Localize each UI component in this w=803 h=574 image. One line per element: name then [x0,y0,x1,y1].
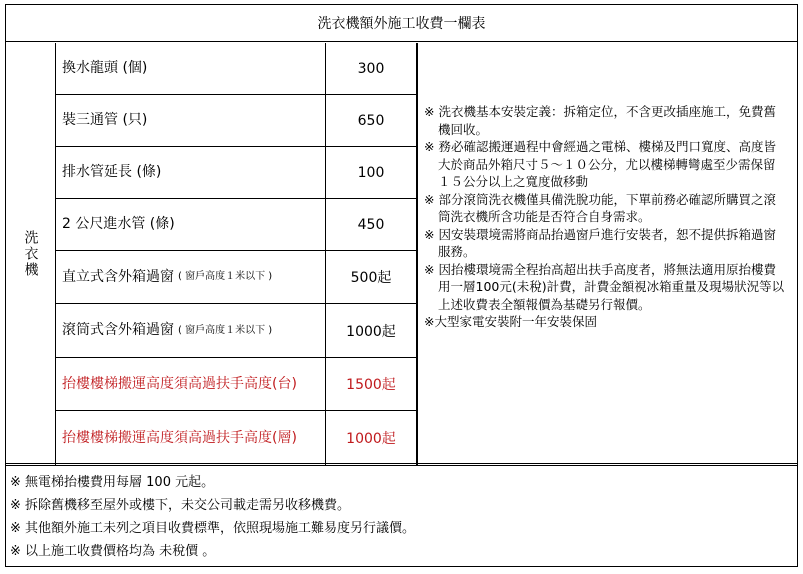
footer-divider [6,463,797,464]
footer-line: ※ 以上施工收費價格均為 未稅價 。 [10,544,216,559]
category-label: 洗衣機 [22,230,39,278]
notes-panel [417,43,797,465]
footer-line: ※ 無電梯抬樓費用每層 100 元起。 [10,475,215,490]
note-line: ※大型家電安裝附一年安裝保固 [424,314,597,329]
note-line: ※ 洗衣機基本安裝定義：拆箱定位，不含更改插座施工，免費舊機回收。 [424,104,776,137]
item-note: ( 窗戶高度１米以下 ) [178,271,273,283]
fee-table [5,4,798,567]
note-line: ※ 部分滾筒洗衣機僅具備洗脫功能，下單前務必確認所購買之滾筒洗衣機所含功能是否符合自身需求。 [424,191,776,224]
item-price: 500起 [326,251,417,304]
footer-line: ※ 拆除舊機移至屋外或樓下，未交公司載走需另收移機費。 [10,498,351,513]
item-price-highlight: 1500起 [326,358,417,411]
item-price: 650 [326,95,417,147]
footer-line: ※ 其他額外施工未列之項目收費標準，依照現場施工難易度另行議價。 [10,521,416,536]
item-name: 排水管延長 (條) [56,147,326,199]
item-name-highlight: 抬樓樓梯搬運高度須高過扶手高度(層) [56,411,326,465]
item-price: 1000起 [326,304,417,358]
item-price: 450 [326,199,417,251]
item-note: ( 窗戶高度１米以下 ) [178,324,273,336]
note-line: ※ 務必確認搬運過程中會經過之電梯、樓梯及門口寬度、高度皆大於商品外箱尺寸５～１０公分，尤以樓梯轉彎處至少需保留１５公分以上之寬度做移動 [424,139,776,189]
item-name: 換水龍頭 (個) [56,43,326,95]
item-price: 300 [326,43,417,95]
item-price-highlight: 1000起 [326,411,417,465]
item-name: 2 公尺進水管 (條) [56,199,326,251]
table-title: 洗衣機額外施工收費一欄表 [6,5,797,42]
footer-notes [6,465,797,566]
item-name: 滾筒式含外箱過窗 ( 窗戶高度１米以下 ) [56,304,326,358]
item-name: 直立式含外箱過窗 ( 窗戶高度１米以下 ) [56,251,326,304]
item-name-highlight: 抬樓樓梯搬運高度須高過扶手高度(台) [56,358,326,411]
item-price: 100 [326,147,417,199]
item-name: 裝三通管 (只) [56,95,326,147]
note-line: ※ 因安裝環境需將商品抬過窗戶進行安裝者，恕不提供拆箱過窗服務。 [424,226,776,259]
category-cell [6,43,56,465]
note-line: ※ 因抬樓環境需全程抬高超出扶手高度者，將無法適用原抬樓費用一層100元(未稅)計費，計費金額視冰箱重量及現場狀況等以上述收費表全額報價為基礎另行報價。 [424,261,785,312]
